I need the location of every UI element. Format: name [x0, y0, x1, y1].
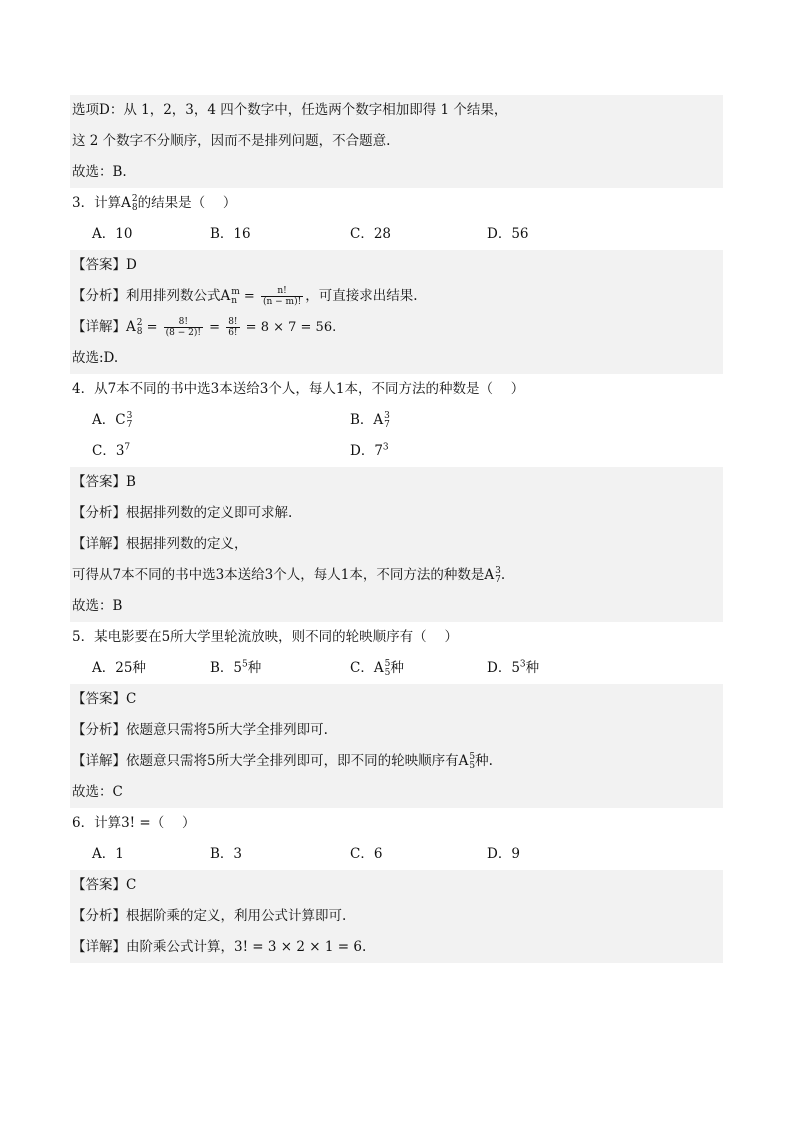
question-3-analysis-scripts — [231, 288, 240, 306]
question-3-stem-suffix: 的结果是（ ） — [137, 195, 237, 211]
question-3-option-b: B．16 — [210, 226, 251, 242]
question-4-option-c — [92, 436, 130, 467]
question-6-stem: 6．计算3! =（ ） — [72, 815, 196, 831]
question-4-option-b-sup: 3 — [384, 410, 390, 421]
question-3-detail-denominator-1: (8 − 2)! — [165, 328, 202, 338]
question-4-option-a-scripts — [127, 412, 133, 430]
question-3-stem-sup: 2 — [131, 193, 138, 204]
previous-final-answer: 故选：B. — [70, 157, 723, 188]
question-4-option-b — [350, 405, 390, 436]
option-d-explanation-line-2: 这 2 个数字不分顺序，因而不是排列问题，不合题意. — [70, 126, 723, 157]
question-4-option-a-sub: 7 — [126, 419, 133, 430]
question-3-detail-fraction-2 — [226, 317, 239, 338]
question-4-option-a-sup: 3 — [126, 410, 133, 421]
question-5-stem: 5．某电影要在5所大学里轮流放映，则不同的轮映顺序有（ ） — [72, 629, 458, 645]
question-6-option-a: A．1 — [92, 846, 124, 862]
question-3-option-a: A．10 — [92, 226, 133, 242]
question-4-options-row-1 — [70, 405, 723, 436]
question-6-option-b: B．3 — [210, 846, 243, 862]
question-3-detail-fraction-1 — [164, 317, 203, 338]
question-3-analysis — [70, 281, 723, 312]
question-3-detail-result: = 8 × 7 = 56. — [241, 320, 337, 335]
question-3-analysis-denominator: (n − m)! — [262, 297, 302, 307]
question-6-option-c: C．6 — [350, 846, 383, 862]
question-5-detail-suffix: 种. — [475, 753, 493, 769]
question-3-analysis-fraction — [261, 286, 303, 307]
question-3-stem-sub: 8 — [131, 202, 138, 213]
question-3-detail-prefix: 【详解】A — [72, 319, 136, 335]
question-3-detail-equals-1: = — [142, 320, 162, 335]
question-4-detail-continued-prefix: 可得从7本不同的书中选3本送给3个人，每人1本，不同方法的种数是A — [72, 567, 495, 583]
question-3-detail-sup: 2 — [136, 317, 143, 328]
question-5-option-d-prefix: D．5 — [487, 660, 520, 676]
question-6-analysis: 【分析】根据阶乘的定义，利用公式计算即可. — [70, 901, 723, 932]
question-5-detail-sub: 5 — [469, 760, 476, 771]
question-3-analysis-equals: = — [239, 289, 259, 304]
question-4-detail: 【详解】根据排列数的定义， — [70, 529, 723, 560]
question-3-stem — [70, 188, 723, 219]
question-3-option-c: C．28 — [350, 226, 392, 242]
question-5-analysis: 【分析】依题意只需将5所大学全排列即可. — [70, 715, 723, 746]
question-4-option-c-prefix: C．3 — [92, 443, 125, 459]
question-4-analysis: 【分析】根据排列数的定义即可求解. — [70, 498, 723, 529]
question-5-option-b — [210, 653, 261, 684]
question-3-detail-equals-2: = — [205, 320, 225, 335]
question-4-option-d — [350, 436, 389, 467]
question-3-detail-numerator-1: 8! — [164, 317, 203, 328]
question-5-option-c-suffix: 种 — [390, 660, 404, 676]
question-3-analysis-numerator: n! — [261, 286, 303, 297]
question-3-detail-denominator-2: 6! — [228, 328, 238, 338]
question-4-answer: 【答案】B — [70, 467, 723, 498]
question-3-detail-numerator-2: 8! — [228, 317, 238, 327]
question-5-option-d-suffix: 种 — [525, 660, 540, 676]
question-5-option-c-sub: 5 — [384, 667, 391, 678]
question-5-option-b-sup: 5 — [242, 659, 248, 670]
question-3-stem-prefix: 3．计算A — [72, 195, 131, 211]
question-3-analysis-sup: m — [231, 286, 240, 297]
question-3-analysis-suffix: ，可直接求出结果. — [305, 288, 418, 304]
question-4-option-b-sub: 7 — [384, 419, 390, 430]
question-5-option-b-prefix: B．5 — [210, 660, 243, 676]
question-3-analysis-sub: n — [231, 295, 238, 306]
question-5-option-c-sup: 5 — [384, 658, 391, 669]
question-5-option-c — [350, 653, 404, 684]
question-6-option-d: D．9 — [487, 846, 520, 862]
question-4-detail-continued-suffix: . — [500, 567, 506, 583]
question-4-option-d-sup: 3 — [382, 442, 389, 453]
question-4-option-a-prefix: A．C — [92, 412, 126, 428]
question-4-option-c-sup: 7 — [124, 442, 131, 453]
question-5-option-c-prefix: C．A — [350, 660, 384, 676]
question-4-detail-sup: 3 — [495, 565, 501, 576]
question-3-option-d: D．56 — [487, 226, 529, 242]
question-3-detail — [70, 312, 723, 343]
question-3-final-answer: 故选:D. — [70, 343, 723, 374]
question-4-option-b-scripts — [384, 412, 390, 430]
question-3-options — [70, 219, 723, 250]
question-4-stem: 4．从7本不同的书中选3本送给3个人，每人1本，不同方法的种数是（ ） — [72, 381, 525, 397]
question-5-option-b-suffix: 种 — [247, 660, 262, 676]
question-5-detail — [70, 746, 723, 777]
question-6-answer: 【答案】C — [70, 870, 723, 901]
document-page — [70, 95, 723, 963]
question-4-detail-continued — [70, 560, 723, 591]
question-6-detail: 【详解】由阶乘公式计算，3! = 3 × 2 × 1 = 6. — [70, 932, 723, 963]
question-5-answer: 【答案】C — [70, 684, 723, 715]
question-3-detail-sub: 8 — [136, 326, 143, 337]
question-5-detail-prefix: 【详解】依题意只需将5所大学全排列即可，即不同的轮映顺序有A — [72, 753, 469, 769]
option-d-explanation-line-1: 选项D：从 1，2，3，4 四个数字中，任选两个数字相加即得 1 个结果， — [70, 95, 723, 126]
question-3-answer: 【答案】D — [70, 250, 723, 281]
question-5-option-a: A．25种 — [92, 660, 146, 676]
question-5-option-d-sup: 3 — [519, 659, 526, 670]
question-4-option-a — [92, 405, 132, 436]
question-5-options — [70, 653, 723, 684]
question-5-detail-sup: 5 — [469, 751, 476, 762]
question-4-option-b-prefix: B．A — [350, 412, 384, 428]
question-4-options-row-2 — [70, 436, 723, 467]
question-5-final-answer: 故选：C — [70, 777, 723, 808]
question-4-option-d-prefix: D．7 — [350, 443, 383, 459]
question-4-final-answer: 故选：B — [70, 591, 723, 622]
question-4-detail-sub: 7 — [495, 574, 501, 585]
question-3-analysis-prefix: 【分析】利用排列数公式A — [72, 288, 231, 304]
question-5-option-d — [487, 653, 539, 684]
question-6-options — [70, 839, 723, 870]
